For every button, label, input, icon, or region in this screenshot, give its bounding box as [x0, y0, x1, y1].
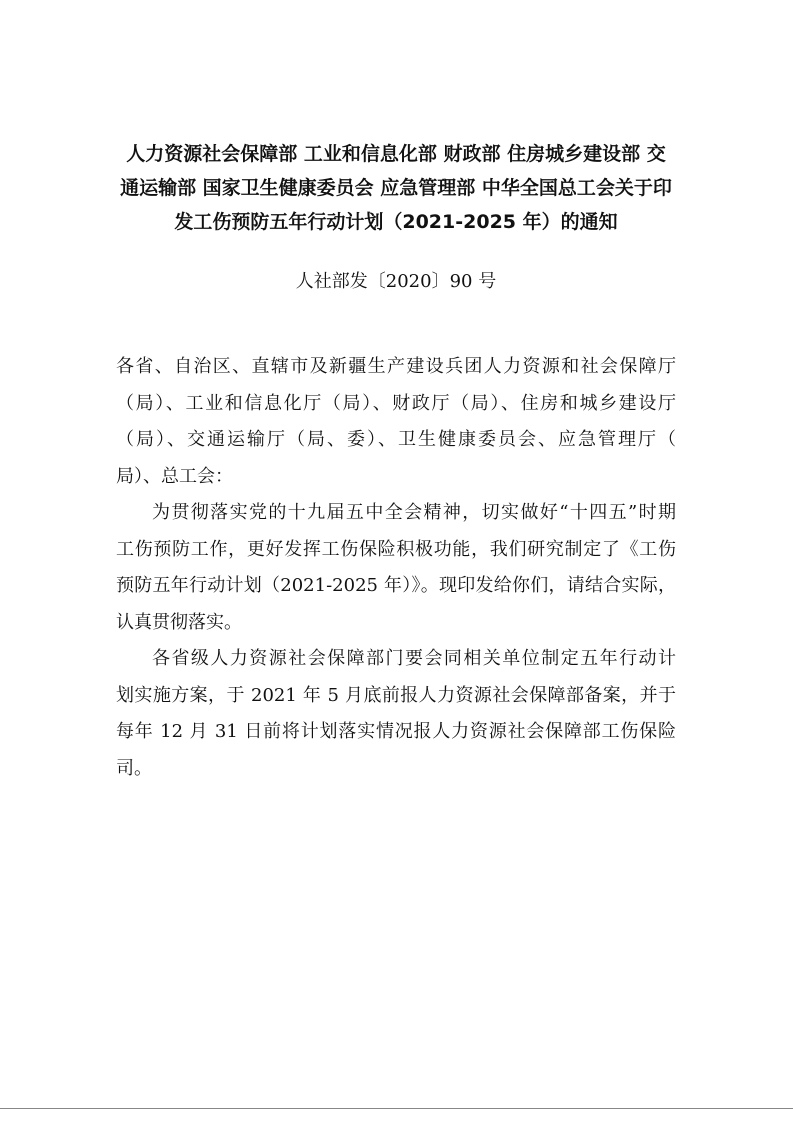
paragraph-line: 工伤预防工作，更好发挥工伤保险积极功能，我们研究制定了《工伤 — [116, 538, 676, 560]
title-line: 通运输部 国家卫生健康委员会 应急管理部 中华全国总工会关于印 — [120, 177, 672, 199]
addressee-line: （局）、工业和信息化厅（局）、财政厅（局）、住房和城乡建设厅 — [116, 392, 676, 414]
addressee-line: （局）、交通运输厅（局、委）、卫生健康委员会、应急管理厅（ — [116, 429, 676, 450]
paragraph-line: 司。 — [116, 757, 152, 779]
addressee-line: 各省、自治区、直辖市及新疆生产建设兵团人力资源和社会保障厅 — [116, 356, 676, 377]
title-line: 发工伤预防五年行动计划（2021-2025 年）的通知 — [174, 211, 618, 233]
footer-divider — [0, 1108, 793, 1109]
document-body — [116, 349, 676, 787]
paragraph-line: 每年 12 月 31 日前将计划落实情况报人力资源社会保障部工伤保险 — [116, 721, 676, 742]
paragraph-line: 认真贯彻落实。 — [116, 611, 242, 633]
document-title — [116, 137, 676, 239]
paragraph-line: 为贯彻落实党的十九届五中全会精神，切实做好“十四五”时期 — [152, 502, 676, 523]
paragraph-line: 各省级人力资源社会保障部门要会同相关单位制定五年行动计 — [152, 648, 676, 669]
paragraph-line: 预防五年行动计划（2021-2025 年）》。现印发给你们，请结合实际， — [116, 575, 676, 596]
document-number: 人社部发〔2020〕90 号 — [295, 271, 497, 292]
addressee-line: 局）、总工会： — [116, 465, 233, 487]
paragraph-line: 划实施方案，于 2021 年 5 月底前报人力资源社会保障部备案，并于 — [116, 684, 676, 706]
title-line: 人力资源社会保障部 工业和信息化部 财政部 住房城乡建设部 交 — [126, 143, 666, 165]
